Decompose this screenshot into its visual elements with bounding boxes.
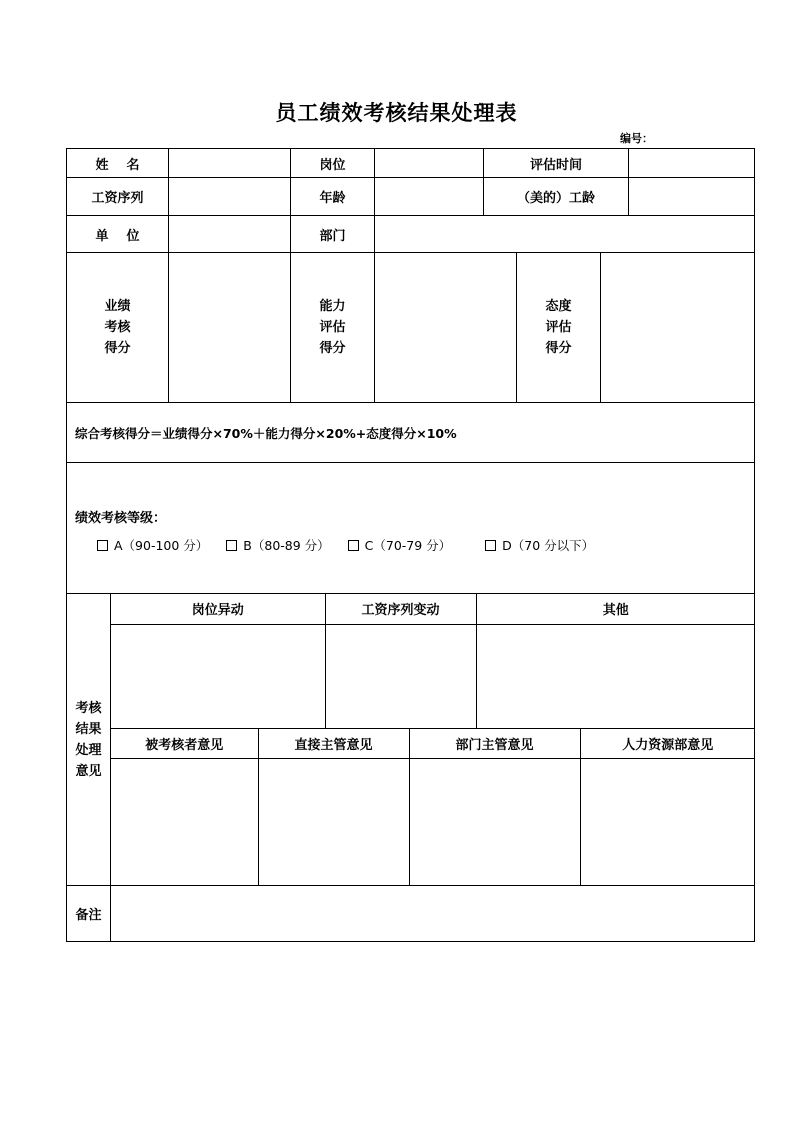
attitude-score-field[interactable]: [601, 253, 755, 403]
composite-score-formula: 综合考核得分＝业绩得分×70%＋能力得分×20%+态度得分×10%: [67, 403, 755, 463]
eval-time-label: 评估时间: [484, 149, 629, 178]
checkbox-icon: [97, 540, 108, 551]
unit-field[interactable]: [169, 216, 291, 253]
attitude-score-label: 态度 评估 得分: [517, 253, 601, 403]
serial-number-label: 编号：: [620, 132, 653, 145]
checkbox-icon: [485, 540, 496, 551]
eval-time-field[interactable]: [629, 149, 755, 178]
ability-score-label: 能力 评估 得分: [291, 253, 375, 403]
result-section-label: 考核 结果 处理 意见: [67, 594, 111, 886]
name-field[interactable]: [169, 149, 291, 178]
other-header: 其他: [476, 594, 755, 624]
hr-opinion-field[interactable]: [580, 758, 755, 885]
department-head-opinion-field[interactable]: [409, 758, 580, 885]
result-grid: [111, 594, 755, 886]
grade-option-a[interactable]: A（90-100 分）: [97, 536, 208, 554]
unit-label: 单 位: [67, 216, 169, 253]
form-title: 员工绩效考核结果处理表: [275, 101, 518, 125]
salary-seq-field[interactable]: [169, 178, 291, 216]
salary-seq-label: 工资序列: [67, 178, 169, 216]
department-label: 部门: [291, 216, 375, 253]
position-field[interactable]: [375, 149, 484, 178]
checkbox-icon: [348, 540, 359, 551]
grade-option-b[interactable]: B（80-89 分）: [226, 536, 329, 554]
remarks-label: 备注: [67, 886, 111, 942]
hr-opinion-header: 人力资源部意见: [580, 728, 755, 758]
employee-opinion-field[interactable]: [111, 758, 258, 885]
grade-option-c[interactable]: C（70-79 分）: [348, 536, 452, 554]
direct-supervisor-opinion-header: 直接主管意见: [258, 728, 409, 758]
age-field[interactable]: [375, 178, 484, 216]
grade-section: [67, 463, 755, 594]
checkbox-icon: [226, 540, 237, 551]
position-label: 岗位: [291, 149, 375, 178]
other-field[interactable]: [476, 624, 755, 728]
direct-supervisor-opinion-field[interactable]: [258, 758, 409, 885]
department-head-opinion-header: 部门主管意见: [409, 728, 580, 758]
salary-seq-change-header: 工资序列变动: [325, 594, 476, 624]
ability-score-field[interactable]: [375, 253, 517, 403]
performance-score-field[interactable]: [169, 253, 291, 403]
position-change-field[interactable]: [111, 624, 325, 728]
employee-opinion-header: 被考核者意见: [111, 728, 258, 758]
work-age-field[interactable]: [629, 178, 755, 216]
position-change-header: 岗位异动: [111, 594, 325, 624]
name-label: 姓 名: [67, 149, 169, 178]
remarks-field[interactable]: [111, 886, 755, 942]
grade-label: 绩效考核等级：: [75, 510, 167, 526]
department-field[interactable]: [375, 216, 755, 253]
work-age-label: （美的）工龄: [484, 178, 629, 216]
age-label: 年龄: [291, 178, 375, 216]
salary-seq-change-field[interactable]: [325, 624, 476, 728]
grade-option-d[interactable]: D（70 分以下）: [485, 536, 594, 554]
performance-score-label: 业绩 考核 得分: [67, 253, 169, 403]
evaluation-form-table: [66, 148, 755, 942]
